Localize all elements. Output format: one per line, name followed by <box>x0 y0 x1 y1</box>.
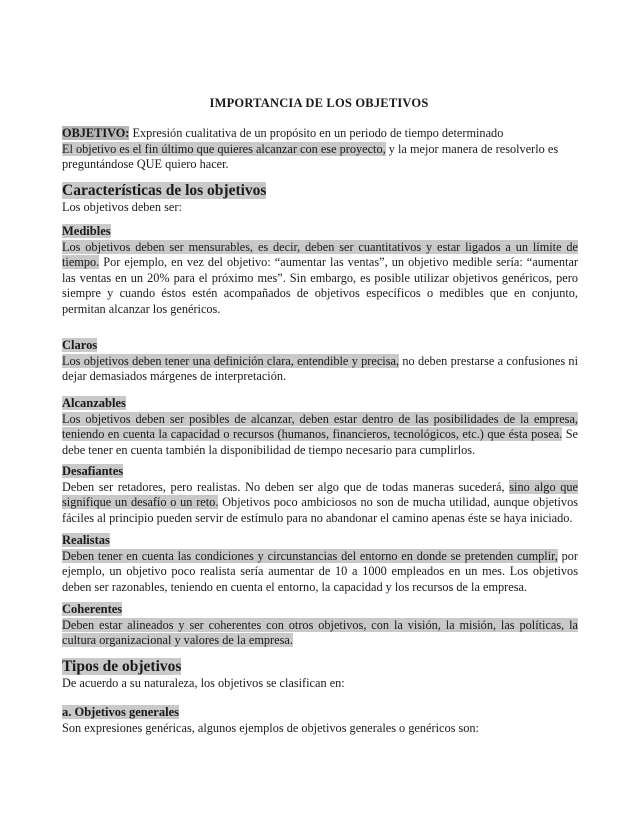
objective-definition <box>62 126 578 173</box>
desafiantes-heading: Desafiantes <box>62 464 124 478</box>
medibles-section <box>62 224 578 318</box>
desafiantes-section <box>62 464 578 526</box>
alcanzables-heading: Alcanzables <box>62 396 126 410</box>
claros-text: no deben prestarse a confusiones ni dejar demasiados márgenes de interpretación. <box>62 353 578 384</box>
document-title: IMPORTANCIA DE LOS OBJETIVOS <box>209 96 429 110</box>
realistas-text: por ejemplo, un objetivo poco realista sería aumentar de 10 a 1000 empleados en un mes. Los objetivos deben ser razonables, teniendo en cuenta el entorno, la capacidad y los recursos de la empresa. <box>62 548 579 594</box>
types-intro: De acuerdo a su naturaleza, los objetivos se clasifican en: <box>62 675 345 690</box>
definition-rest: y la mejor manera de resolverlo es preguntándose QUE quiero hacer. <box>62 141 559 172</box>
characteristics-section <box>62 183 578 215</box>
realistas-section <box>62 533 578 595</box>
characteristics-intro: Los objetivos deben ser: <box>62 199 182 214</box>
desafiantes-text2: Objetivos poco ambiciosos no son de mucha utilidad, aunque objetivos fáciles al principio pueden servir de estímulo para no abandonar el camino apenas éste se haya iniciado. <box>62 495 579 525</box>
claros-heading: Claros <box>62 338 98 352</box>
coherentes-heading: Coherentes <box>62 602 123 616</box>
medibles-text: Por ejemplo, en vez del objetivo: “aumentar las ventas”, un objetivo medible sería: “aumentar las ventas en un 20% para el próximo mes”. Sin embargo, es posible utilizar objetivos genéricos, pero siempre y cuando éstos estén acompañados de objetivos específicos o medibles que en conjunto, permitan alcanzar los genéricos. <box>62 255 578 316</box>
definition-line1: Expresión cualitativa de un propósito en un periodo de tiempo determinado <box>129 126 504 140</box>
alcanzables-text: Se debe tener en cuenta también la disponibilidad de tiempo necesario para cumplirlos. <box>62 427 579 457</box>
alcanzables-highlight: Los objetivos deben ser posibles de alcanzar, deben estar dentro de las posibilidades de la empresa, teniendo en cuenta la capacidad o recursos (humanos, financieros, tecnológicos, etc.) que ésta posea. <box>62 411 578 442</box>
general-objectives-heading: a. Objetivos generales <box>62 705 179 719</box>
medibles-highlight: Los objetivos deben ser mensurables, es decir, deben ser cuantitativos y estar ligados a un límite de tiempo. <box>62 239 578 270</box>
definition-label: OBJETIVO: <box>62 126 130 140</box>
claros-highlight: Los objetivos deben tener una definición clara, entendible y precisa, <box>62 353 400 368</box>
desafiantes-text1: Deben ser retadores, pero realistas. No deben ser algo que de todas maneras sucederá, <box>62 479 510 494</box>
coherentes-section <box>62 602 578 649</box>
realistas-heading: Realistas <box>62 533 110 547</box>
alcanzables-section <box>62 396 578 458</box>
general-objectives-section <box>62 705 578 736</box>
desafiantes-highlight: sino algo que signifique un desafío o un reto. <box>62 479 579 510</box>
characteristics-heading: Características de los objetivos <box>62 182 267 199</box>
general-objectives-text: Son expresiones genéricas, algunos ejemplos de objetivos generales o genéricos son: <box>62 720 479 735</box>
realistas-highlight: Deben tener en cuenta las condiciones y circunstancias del entorno en donde se pretenden cumplir, <box>62 548 558 563</box>
types-heading: Tipos de objetivos <box>62 658 182 675</box>
medibles-heading: Medibles <box>62 224 111 238</box>
claros-section <box>62 338 578 385</box>
types-section <box>62 659 578 691</box>
definition-highlight: El objetivo es el fin último que quieres alcanzar con ese proyecto, <box>62 141 386 156</box>
coherentes-highlight: Deben estar alineados y ser coherentes con otros objetivos, con la visión, la misión, las políticas, la cultura organizacional y valores de la empresa. <box>62 617 578 648</box>
